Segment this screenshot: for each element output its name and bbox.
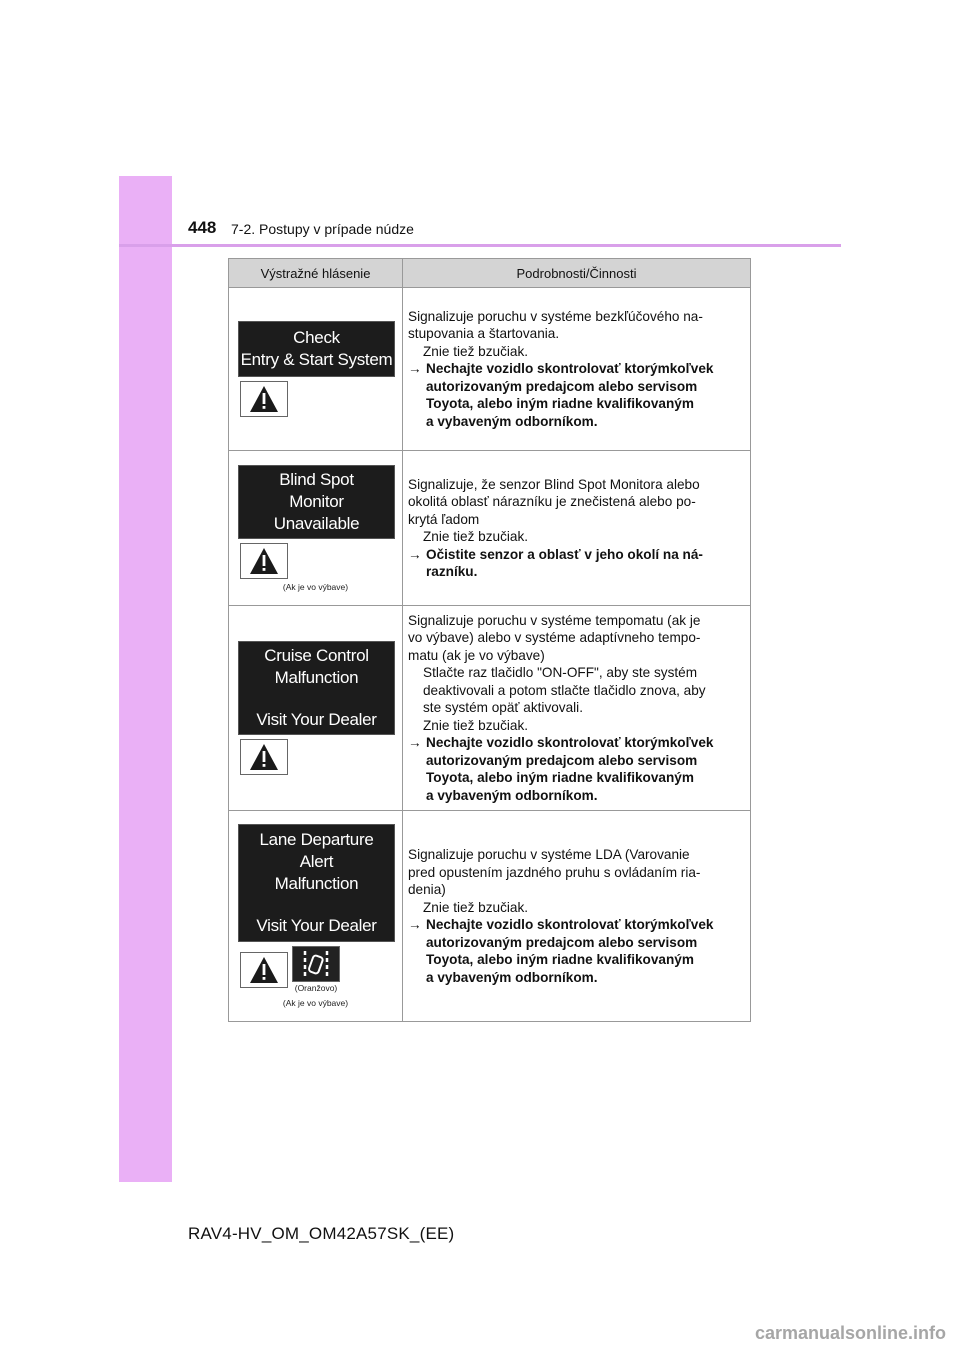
display-line: Monitor: [289, 491, 344, 511]
display-line: Entry & Start System: [240, 350, 393, 369]
warning-triangle-icon: [240, 739, 288, 775]
right-arrow-icon: →: [408, 735, 422, 751]
detail-text: Signalizuje poruchu v systéme LDA (Varovanie: [408, 847, 690, 862]
action-text: razníku.: [426, 564, 478, 579]
table-row: [229, 606, 751, 811]
warning-triangle-icon: [240, 952, 288, 988]
detail-text: stupovania a štartovania.: [408, 326, 560, 342]
display-line: Visit Your Dealer: [256, 710, 377, 729]
watermark: carmanualsonline.info: [754, 1323, 946, 1343]
detail-note: Znie tiež bzučiak.: [423, 343, 529, 359]
action-text: autorizovaným predajcom alebo servisom: [426, 752, 698, 768]
page-number: 448: [188, 218, 217, 237]
col-header-message: Výstražné hlásenie: [229, 259, 403, 288]
message-cell: [229, 451, 403, 606]
right-arrow-icon: →: [408, 917, 422, 932]
action-text: → Nechajte vozidlo skontrolovať ktorýmkoľvek: [408, 735, 714, 751]
table-row: [229, 811, 751, 1022]
detail-note: Znie tiež bzučiak.: [423, 529, 529, 544]
detail-text: pred opustením jazdného pruhu s ovládaním ria-: [408, 864, 701, 880]
right-arrow-icon: →: [408, 361, 422, 377]
action-text: → Nechajte vozidlo skontrolovať ktorýmkoľvek: [408, 917, 714, 932]
detail-note: Stlačte raz tlačidlo "ON-OFF", aby ste systém: [423, 665, 698, 681]
display-line: Unavailable: [273, 513, 360, 533]
side-tab: [119, 176, 172, 1182]
details-cell: [403, 606, 751, 811]
detail-text: vo výbave) alebo v systéme adaptívneho tempo-: [408, 630, 701, 646]
lane-departure-icon: [292, 946, 340, 982]
detail-note: deaktivovali a potom stlačte tlačidlo znova, aby: [423, 682, 706, 698]
detail-text: matu (ak je vo výbave): [408, 647, 545, 663]
action-text: → Očistite senzor a oblasť v jeho okolí na ná-: [408, 546, 703, 562]
detail-text: denia): [408, 882, 446, 897]
display-line: Alert: [299, 852, 334, 871]
details-cell: [403, 288, 751, 451]
action-text: autorizovaným predajcom alebo servisom: [426, 378, 698, 394]
col-header-details: Podrobnosti/Činnosti: [403, 259, 751, 288]
detail-note: Znie tiež bzučiak.: [423, 717, 529, 733]
display-line: Visit Your Dealer: [256, 916, 377, 935]
action-text: a vybaveným odborníkom.: [426, 969, 598, 985]
header-rule: [119, 244, 841, 247]
document-code: RAV4-HV_OM_OM42A57SK_(EE): [188, 1224, 455, 1243]
action-text: Toyota, alebo iným riadne kvalifikovaným: [426, 396, 694, 412]
display-blind-spot: [238, 465, 395, 539]
detail-text: Signalizuje poruchu v systéme bezkľúčového na-: [408, 308, 703, 324]
display-line: Cruise Control: [264, 646, 369, 665]
message-cell: [229, 288, 403, 451]
display-line: Blind Spot: [279, 469, 354, 489]
availability-note: (Ak je vo výbave): [282, 581, 349, 592]
action-text: a vybaveným odborníkom.: [426, 787, 598, 803]
action-text: a vybaveným odborníkom.: [426, 413, 598, 429]
icon-color-note: (Oranžovo): [294, 983, 338, 993]
display-line: Malfunction: [274, 874, 359, 893]
details-cell: [403, 811, 751, 1022]
display-line: Lane Departure: [259, 830, 374, 849]
message-cell: [229, 606, 403, 811]
detail-note: Znie tiež bzučiak.: [423, 899, 529, 915]
warning-triangle-icon: [240, 381, 288, 417]
warning-triangle-icon: [240, 543, 288, 579]
right-arrow-icon: →: [408, 546, 422, 562]
table-row: [229, 451, 751, 606]
warning-table: [228, 258, 751, 1022]
detail-text: Signalizuje poruchu v systéme tempomatu (ak je: [408, 612, 701, 628]
detail-text: okolitá oblasť nárazníku je znečistená alebo po-: [408, 494, 696, 509]
detail-text: krytá ľadom: [408, 511, 480, 527]
display-line: Check: [293, 328, 340, 347]
detail-note: ste systém opäť aktivovali.: [423, 700, 583, 716]
availability-note: (Ak je vo výbave): [282, 998, 349, 1008]
details-cell: [403, 451, 751, 606]
section-title: 7-2. Postupy v prípade núdze: [231, 221, 414, 237]
display-cruise-control: [238, 641, 395, 735]
display-check-entry-start: [238, 321, 395, 377]
table-header-row: [229, 259, 751, 288]
table-row: [229, 288, 751, 451]
display-lane-departure: [238, 824, 395, 942]
action-text: autorizovaným predajcom alebo servisom: [426, 934, 698, 950]
action-text: Toyota, alebo iným riadne kvalifikovaným: [426, 770, 694, 786]
message-cell: [229, 811, 403, 1022]
display-line: Malfunction: [274, 668, 359, 687]
detail-text: Signalizuje, že senzor Blind Spot Monitora alebo: [408, 476, 700, 492]
action-text: Toyota, alebo iným riadne kvalifikovaným: [426, 952, 694, 967]
action-text: → Nechajte vozidlo skontrolovať ktorýmkoľvek: [408, 361, 714, 377]
